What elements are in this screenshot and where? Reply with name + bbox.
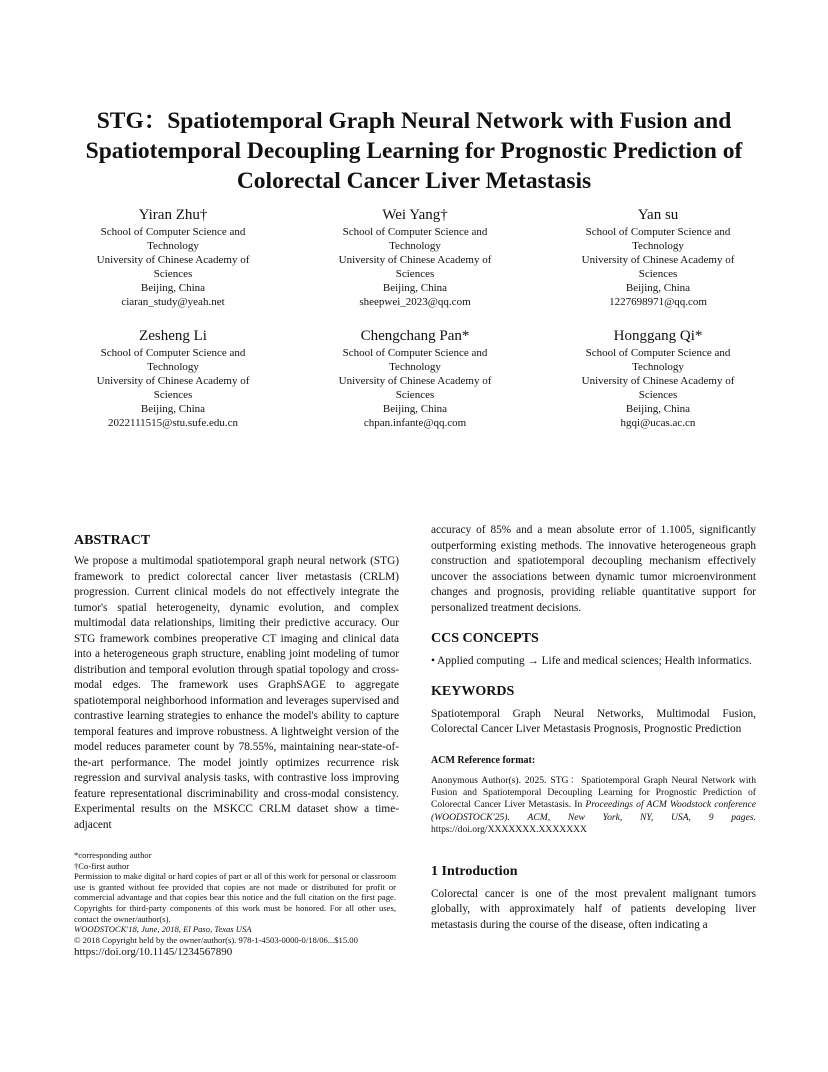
footnote-venue: WOODSTOCK'18, June, 2018, El Paso, Texas USA	[74, 924, 252, 935]
author-name: Yan su	[637, 207, 679, 223]
author-city: Beijing, China	[140, 403, 206, 415]
author-block	[299, 327, 531, 430]
author-name: Chengchang Pan*	[360, 328, 470, 344]
author-name: Yiran Zhu†	[138, 207, 208, 223]
keywords-heading: KEYWORDS	[431, 683, 515, 699]
footnote-doi-link[interactable]: https://doi.org/10.1145/1234567890	[74, 946, 233, 959]
author-dept-line: Technology	[389, 361, 441, 373]
author-dept-line: Technology	[632, 240, 684, 252]
acm-ref-citation: Anonymous Author(s). 2025. STG：Spatiotemporal Graph Neural Network with Fusion and Spatiotemporal Decoupling Learning for Prognostic Prediction of Colorectal Cancer Liver Metastasis. In	[431, 774, 756, 811]
author-email[interactable]: 2022111515@stu.sufe.edu.cn	[108, 417, 238, 429]
title-line-3: Colorectal Cancer Liver Metastasis	[236, 168, 592, 194]
author-dept-line: School of Computer Science and	[100, 347, 246, 359]
author-city: Beijing, China	[625, 282, 691, 294]
abstract-text: We propose a multimodal spatiotemporal graph neural network (STG) framework to predict colorectal cancer liver metastasis (CRLM) progression. Current clinical models do not effectively integrate the tumor's spatial heterogeneity, dynamic evolution, and complex multimodal data relationships, limiting their predictive accuracy. Our STG framework combines preoperative CT imaging and clinical data into a heterogeneous graph structure, enabling joint modeling of tumor distribution and temporal evolution through spatial topology and cross-modal edges. The framework uses GraphSAGE to aggregate spatiotemporal neighborhood information and leverages supervised and contrastive learning strategies to enhance the model's ability to capture temporal features and improve robustness. A lightweight version of the model reduces parameter count by 78.55%, maintaining near-state-of-the-art performance. The model jointly optimizes recurrence risk regression and survival analysis tasks, with contrastive loss improving feature representational discriminability and cross-modal consistency. Experimental results on the MSKCC CRLM dataset show a time-adjacent	[74, 555, 399, 831]
author-block	[57, 327, 289, 430]
author-name: Honggang Qi*	[613, 328, 703, 344]
author-email[interactable]: chpan.infante@qq.com	[363, 417, 467, 429]
introduction-text: Colorectal cancer is one of the most prevalent malignant tumors globally, with approximately half of patients developing liver metastasis during the course of the disease, often indicating a	[431, 887, 756, 931]
abstract-heading: ABSTRACT	[74, 533, 151, 548]
author-univ-line: Sciences	[153, 268, 193, 280]
author-dept-line: School of Computer Science and	[342, 226, 488, 238]
author-block	[57, 206, 289, 309]
author-dept-line: Technology	[147, 240, 199, 252]
author-univ-line: Sciences	[638, 268, 678, 280]
footnote-permission: Permission to make digital or hard copies of part or all of this work for personal or classroom use is granted without fee provided that copies are not made or distributed for profit or commercial advantage and that copies bear this notice and the full citation on the first page. Copyrights for third-party components of this work must be honored. For all other uses, contact the owner/author(s).	[74, 871, 396, 924]
author-univ-line: University of Chinese Academy of	[581, 375, 735, 387]
introduction-heading: 1 Introduction	[431, 863, 518, 879]
author-univ-line: University of Chinese Academy of	[338, 254, 492, 266]
author-block	[542, 206, 774, 309]
footnote-corresponding: *corresponding author	[74, 850, 152, 860]
author-city: Beijing, China	[382, 282, 448, 294]
paper-title	[60, 106, 768, 196]
author-dept-line: Technology	[389, 240, 441, 252]
right-column	[431, 523, 756, 933]
footnote-cofirst: †Co-first author	[74, 860, 130, 871]
author-dept-line: School of Computer Science and	[100, 226, 246, 238]
title-line-2: Spatiotemporal Decoupling Learning for Prognostic Prediction of	[85, 138, 743, 164]
first-page-footnotes	[74, 850, 396, 959]
author-univ-line: University of Chinese Academy of	[581, 254, 735, 266]
author-dept-line: School of Computer Science and	[585, 226, 731, 238]
author-email[interactable]: ciaran_study@yeah.net	[121, 296, 225, 308]
title-line-1: STG：Spatiotemporal Graph Neural Network with Fusion and	[96, 108, 732, 134]
author-city: Beijing, China	[625, 403, 691, 415]
author-email[interactable]: sheepwei_2023@qq.com	[359, 296, 471, 308]
acm-ref-text	[431, 775, 756, 837]
footnote-copyright: © 2018 Copyright held by the owner/author(s). 978-1-4503-0000-0/18/06...$15.00	[74, 934, 358, 945]
author-univ-line: University of Chinese Academy of	[96, 375, 250, 387]
abstract-continued-text: accuracy of 85% and a mean absolute error of 1.1005, significantly outperforming existing methods. The innovative heterogeneous graph construction and spatiotemporal decoupling mechanism effectively uncover the associations between dynamic tumor microenvironment changes and prognosis, providing reliable quantitative support for personalized treatment decisions.	[431, 524, 756, 614]
author-univ-line: Sciences	[395, 268, 435, 280]
ccs-heading: CCS CONCEPTS	[431, 631, 539, 646]
author-block	[299, 206, 531, 309]
author-univ-line: Sciences	[153, 389, 193, 401]
author-email[interactable]: hgqi@ucas.ac.cn	[620, 417, 696, 429]
author-univ-line: Sciences	[395, 389, 435, 401]
author-dept-line: School of Computer Science and	[342, 347, 488, 359]
keywords-text: Spatiotemporal Graph Neural Networks, Multimodal Fusion, Colorectal Cancer Liver Metastasis Prognosis, Prognostic Prediction	[431, 707, 756, 735]
author-univ-line: University of Chinese Academy of	[338, 375, 492, 387]
author-city: Beijing, China	[382, 403, 448, 415]
author-univ-line: University of Chinese Academy of	[96, 254, 250, 266]
author-dept-line: School of Computer Science and	[585, 347, 731, 359]
left-column	[74, 532, 399, 833]
author-name: Wei Yang†	[382, 207, 448, 223]
author-block	[542, 327, 774, 430]
author-name: Zesheng Li	[139, 328, 207, 344]
acm-ref-proceedings: Proceedings of ACM Woodstock conference (WOODSTOCK'25). ACM, New York, NY, USA, 9 pages.	[431, 799, 756, 823]
author-dept-line: Technology	[632, 361, 684, 373]
ccs-text: • Applied computing → Life and medical sciences; Health informatics.	[431, 655, 752, 667]
author-univ-line: Sciences	[638, 389, 678, 401]
acm-ref-doi-link[interactable]: https://doi.org/XXXXXXX.XXXXXXX	[431, 824, 587, 836]
acm-ref-heading: ACM Reference format:	[431, 754, 536, 766]
author-dept-line: Technology	[147, 361, 199, 373]
author-email[interactable]: 1227698971@qq.com	[609, 296, 707, 308]
author-city: Beijing, China	[140, 282, 206, 294]
